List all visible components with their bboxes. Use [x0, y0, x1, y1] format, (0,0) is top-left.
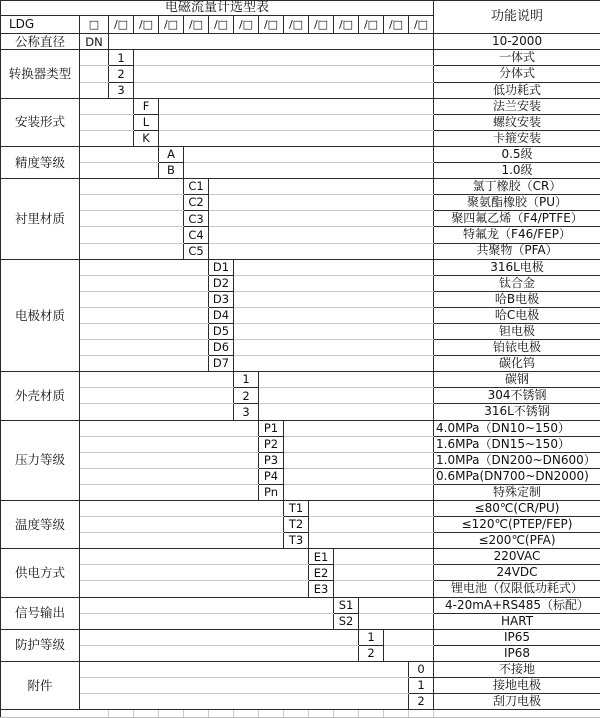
- option-desc: IP65: [434, 629, 600, 645]
- model-slot-cell: /□: [209, 16, 234, 34]
- spacer-cell: [80, 291, 209, 307]
- group-label: 电极材质: [1, 259, 80, 372]
- option-row: [1, 645, 600, 661]
- option-desc: 共聚物（PFA）: [434, 243, 600, 259]
- option-code: K: [134, 130, 159, 146]
- option-desc: 钽电极: [434, 323, 600, 339]
- group-label: 外壳材质: [1, 372, 80, 420]
- option-code: D7: [209, 356, 234, 372]
- spacer-cell: [284, 452, 434, 468]
- option-row: [1, 211, 600, 227]
- strip-tick-cell: [184, 710, 209, 718]
- option-code: E3: [309, 581, 334, 597]
- option-row: [1, 581, 600, 597]
- spacer-cell: [80, 66, 109, 82]
- option-row: [1, 146, 600, 162]
- spacer-cell: [80, 501, 284, 517]
- option-desc: 0.6MPa(DN700~DN2000): [434, 468, 600, 484]
- option-code: D4: [209, 307, 234, 323]
- model-prefix: LDG: [1, 16, 80, 34]
- option-row: [1, 565, 600, 581]
- option-desc: 1.6MPa（DN15~150）: [434, 436, 600, 452]
- option-desc: 接地电极: [434, 678, 600, 694]
- option-desc: 法兰安装: [434, 98, 600, 114]
- option-row: [1, 259, 600, 275]
- option-code: C5: [184, 243, 209, 259]
- spacer-cell: [80, 533, 284, 549]
- option-desc: ≤120℃(PTEP/FEP): [434, 517, 600, 533]
- option-desc: 低功耗式: [434, 82, 600, 98]
- option-code: P1: [259, 420, 284, 436]
- option-row: [1, 82, 600, 98]
- option-code: D1: [209, 259, 234, 275]
- spacer-cell: [234, 259, 434, 275]
- option-code: S2: [334, 613, 359, 629]
- spacer-cell: [259, 372, 434, 388]
- spacer-cell: [384, 629, 434, 645]
- spacer-cell: [80, 549, 309, 565]
- option-desc: 220VAC: [434, 549, 600, 565]
- option-row: [1, 436, 600, 452]
- option-desc: 4-20mA+RS485（标配）: [434, 597, 600, 613]
- spacer-cell: [80, 468, 259, 484]
- strip-tick-cell: [309, 710, 334, 718]
- spacer-cell: [80, 372, 234, 388]
- strip-tick-cell: [284, 710, 309, 718]
- group-label: 衬里材质: [1, 179, 80, 259]
- spacer-cell: [80, 581, 309, 597]
- spacer-cell: [234, 291, 434, 307]
- strip-cell: [1, 710, 80, 718]
- option-code: C4: [184, 227, 209, 243]
- spacer-cell: [209, 227, 434, 243]
- option-desc: 锂电池（仅限低功耗式）: [434, 581, 600, 597]
- option-desc: 24VDC: [434, 565, 600, 581]
- title-row: [1, 1, 600, 16]
- option-row: [1, 372, 600, 388]
- spacer-cell: [80, 694, 409, 710]
- option-code: P3: [259, 452, 284, 468]
- option-desc: 卡箍安装: [434, 130, 600, 146]
- spacer-cell: [80, 484, 259, 500]
- option-code: Pn: [259, 484, 284, 500]
- option-row: [1, 629, 600, 645]
- spacer-cell: [259, 404, 434, 420]
- option-row: [1, 163, 600, 179]
- spacer-cell: [80, 98, 134, 114]
- spacer-cell: [159, 114, 434, 130]
- option-row: [1, 452, 600, 468]
- option-row: [1, 404, 600, 420]
- spacer-cell: [284, 436, 434, 452]
- option-row: [1, 66, 600, 82]
- option-row: [1, 678, 600, 694]
- option-row: [1, 291, 600, 307]
- spacer-cell: [284, 420, 434, 436]
- option-code: F: [134, 98, 159, 114]
- spacer-cell: [259, 388, 434, 404]
- option-row: [1, 549, 600, 565]
- spacer-cell: [134, 50, 434, 66]
- strip-tick-cell: [159, 710, 184, 718]
- spacer-cell: [80, 420, 259, 436]
- spacer-cell: [80, 227, 184, 243]
- option-desc: ≤200℃(PFA): [434, 533, 600, 549]
- option-code: 1: [109, 50, 134, 66]
- strip-tick-cell: [384, 710, 409, 718]
- option-code: D3: [209, 291, 234, 307]
- spacer-cell: [209, 179, 434, 195]
- option-desc: 304不锈钢: [434, 388, 600, 404]
- option-row: [1, 661, 600, 677]
- option-code: 3: [234, 404, 259, 420]
- strip-tick-cell: [259, 710, 284, 718]
- option-desc: 10-2000: [434, 34, 600, 50]
- option-row: [1, 484, 600, 500]
- model-slot-cell: /□: [384, 16, 409, 34]
- option-desc: 聚氨酯橡胶（PU）: [434, 195, 600, 211]
- strip-cell: [80, 710, 109, 718]
- strip-tick-cell: [359, 710, 384, 718]
- spacer-cell: [284, 468, 434, 484]
- option-desc: 特殊定制: [434, 484, 600, 500]
- spacer-cell: [80, 436, 259, 452]
- model-slot-cell: /□: [184, 16, 209, 34]
- spacer-cell: [234, 307, 434, 323]
- option-code: P4: [259, 468, 284, 484]
- option-code: P2: [259, 436, 284, 452]
- spacer-cell: [80, 211, 184, 227]
- spacer-cell: [80, 179, 184, 195]
- option-row: [1, 179, 600, 195]
- option-desc: 316L不锈钢: [434, 404, 600, 420]
- strip-tick-cell: [334, 710, 359, 718]
- option-code: D5: [209, 323, 234, 339]
- spacer-cell: [80, 517, 284, 533]
- option-code: 2: [109, 66, 134, 82]
- spacer-cell: [134, 66, 434, 82]
- spacer-cell: [80, 307, 209, 323]
- spacer-cell: [80, 678, 409, 694]
- spacer-cell: [109, 34, 434, 50]
- option-row: [1, 533, 600, 549]
- group-label: 转换器类型: [1, 50, 80, 98]
- option-desc: 不接地: [434, 661, 600, 677]
- option-code: DN: [80, 34, 109, 50]
- option-row: [1, 50, 600, 66]
- spacer-cell: [80, 114, 134, 130]
- model-slot-cell: /□: [259, 16, 284, 34]
- option-row: [1, 517, 600, 533]
- spacer-cell: [184, 146, 434, 162]
- option-row: [1, 597, 600, 613]
- spacer-cell: [309, 533, 434, 549]
- option-row: [1, 34, 600, 50]
- option-desc: 刮刀电极: [434, 694, 600, 710]
- option-row: [1, 420, 600, 436]
- option-row: [1, 501, 600, 517]
- group-label: 精度等级: [1, 146, 80, 178]
- option-code: C1: [184, 179, 209, 195]
- spacer-cell: [234, 323, 434, 339]
- model-slot-cell: /□: [234, 16, 259, 34]
- spacer-cell: [80, 195, 184, 211]
- option-code: 1: [234, 372, 259, 388]
- model-slot-cell: /□: [284, 16, 309, 34]
- option-row: [1, 243, 600, 259]
- option-row: [1, 388, 600, 404]
- option-desc: 4.0MPa（DN10~150）: [434, 420, 600, 436]
- option-row: [1, 356, 600, 372]
- option-desc: 1.0级: [434, 163, 600, 179]
- function-column-header: 功能说明: [434, 1, 600, 34]
- spacer-cell: [80, 629, 359, 645]
- model-slot-cell: /□: [159, 16, 184, 34]
- option-desc: HART: [434, 613, 600, 629]
- spacer-cell: [80, 597, 334, 613]
- option-code: 2: [359, 645, 384, 661]
- spacer-cell: [80, 340, 209, 356]
- spacer-cell: [334, 549, 434, 565]
- option-desc: IP68: [434, 645, 600, 661]
- spacer-cell: [80, 388, 234, 404]
- option-row: [1, 340, 600, 356]
- option-row: [1, 613, 600, 629]
- page-title: 电磁流量计选型表: [1, 1, 434, 16]
- option-desc: 316L电极: [434, 259, 600, 275]
- spacer-cell: [234, 340, 434, 356]
- strip-tick-cell: [209, 710, 234, 718]
- spacer-cell: [80, 565, 309, 581]
- spacer-cell: [80, 243, 184, 259]
- spacer-cell: [80, 50, 109, 66]
- option-row: [1, 98, 600, 114]
- spacer-cell: [209, 211, 434, 227]
- option-code: C3: [184, 211, 209, 227]
- spacer-cell: [334, 565, 434, 581]
- spacer-cell: [80, 130, 134, 146]
- spacer-cell: [134, 82, 434, 98]
- option-code: 3: [109, 82, 134, 98]
- spacer-cell: [359, 613, 434, 629]
- option-desc: 氯丁橡胶（CR）: [434, 179, 600, 195]
- spacer-cell: [309, 517, 434, 533]
- option-desc: 分体式: [434, 66, 600, 82]
- option-code: T3: [284, 533, 309, 549]
- option-desc: 一体式: [434, 50, 600, 66]
- spacer-cell: [80, 82, 109, 98]
- option-desc: 0.5级: [434, 146, 600, 162]
- option-code: E2: [309, 565, 334, 581]
- option-row: [1, 694, 600, 710]
- option-desc: ≤80℃(CR/PU): [434, 501, 600, 517]
- option-code: C2: [184, 195, 209, 211]
- spacer-cell: [80, 275, 209, 291]
- option-row: [1, 275, 600, 291]
- strip-tick-cell: [409, 710, 434, 718]
- spacer-cell: [359, 597, 434, 613]
- option-desc: 铂铱电极: [434, 340, 600, 356]
- spacer-cell: [209, 195, 434, 211]
- spacer-cell: [234, 275, 434, 291]
- spacer-cell: [80, 356, 209, 372]
- spacer-cell: [309, 501, 434, 517]
- option-desc: 碳化钨: [434, 356, 600, 372]
- model-box-cell: □: [80, 16, 109, 34]
- option-desc: 哈C电极: [434, 307, 600, 323]
- group-label: 防护等级: [1, 629, 80, 661]
- option-code: S1: [334, 597, 359, 613]
- spacer-cell: [209, 243, 434, 259]
- spacer-cell: [80, 645, 359, 661]
- option-code: 1: [409, 678, 434, 694]
- option-row: [1, 195, 600, 211]
- spacer-cell: [80, 613, 334, 629]
- option-row: [1, 114, 600, 130]
- model-slot-cell: /□: [109, 16, 134, 34]
- model-slot-cell: /□: [359, 16, 384, 34]
- option-code: 2: [409, 694, 434, 710]
- option-code: D2: [209, 275, 234, 291]
- model-slot-cell: /□: [134, 16, 159, 34]
- option-desc: 聚四氟乙烯（F4/PTFE）: [434, 211, 600, 227]
- option-row: [1, 227, 600, 243]
- spacer-cell: [80, 323, 209, 339]
- group-label: 温度等级: [1, 501, 80, 549]
- strip-tick-cell: [434, 710, 600, 718]
- spacer-cell: [80, 259, 209, 275]
- spacer-cell: [159, 130, 434, 146]
- group-label: 附件: [1, 661, 80, 709]
- option-desc: 螺纹安装: [434, 114, 600, 130]
- strip-tick-cell: [134, 710, 159, 718]
- spacer-cell: [184, 163, 434, 179]
- option-row: [1, 307, 600, 323]
- spacer-cell: [334, 581, 434, 597]
- option-code: A: [159, 146, 184, 162]
- group-label: 供电方式: [1, 549, 80, 597]
- bottom-strip: [1, 710, 600, 718]
- spacer-cell: [384, 645, 434, 661]
- option-code: D6: [209, 340, 234, 356]
- option-row: [1, 323, 600, 339]
- option-code: T2: [284, 517, 309, 533]
- model-slot-cell: /□: [334, 16, 359, 34]
- option-code: L: [134, 114, 159, 130]
- spacer-cell: [80, 661, 409, 677]
- model-slot-cell: /□: [409, 16, 434, 34]
- option-code: B: [159, 163, 184, 179]
- strip-tick-cell: [234, 710, 259, 718]
- group-label: 压力等级: [1, 420, 80, 500]
- option-desc: 特氟龙（F46/FEP）: [434, 227, 600, 243]
- group-label: 公称直径: [1, 34, 80, 50]
- strip-tick-cell: [109, 710, 134, 718]
- option-code: 2: [234, 388, 259, 404]
- option-code: T1: [284, 501, 309, 517]
- spacer-cell: [234, 356, 434, 372]
- spacer-cell: [80, 404, 234, 420]
- option-code: 1: [359, 629, 384, 645]
- option-desc: 钛合金: [434, 275, 600, 291]
- model-slot-cell: /□: [309, 16, 334, 34]
- spacer-cell: [80, 163, 159, 179]
- option-row: [1, 130, 600, 146]
- option-code: E1: [309, 549, 334, 565]
- option-desc: 哈B电极: [434, 291, 600, 307]
- spacer-cell: [80, 146, 159, 162]
- group-label: 信号输出: [1, 597, 80, 629]
- group-label: 安装形式: [1, 98, 80, 146]
- spacer-cell: [159, 98, 434, 114]
- spacer-cell: [80, 452, 259, 468]
- option-desc: 碳钢: [434, 372, 600, 388]
- option-desc: 1.0MPa（DN200~DN600）: [434, 452, 600, 468]
- option-code: 0: [409, 661, 434, 677]
- spacer-cell: [284, 484, 434, 500]
- option-row: [1, 468, 600, 484]
